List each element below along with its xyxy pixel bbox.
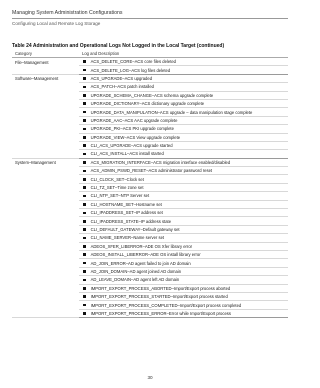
log-entry: IMPORT_EXPORT_PROCESS_COMPLETED–Import/Export process completed	[90, 302, 242, 308]
log-entry: CLI_DEFAULT_GATEWAY–Default gateway set	[90, 227, 180, 232]
column-header-log: Log and Description	[79, 50, 288, 58]
bullet-icon	[83, 312, 86, 315]
log-cell	[79, 301, 288, 309]
section-title: Configuring Local and Remote Log Storage	[12, 21, 101, 26]
bullet-icon	[83, 270, 86, 273]
log-cell	[79, 309, 288, 317]
log-cell	[79, 200, 288, 208]
bullet-icon	[83, 186, 86, 189]
bullet-icon	[83, 295, 86, 298]
bullet-icon	[83, 178, 86, 181]
table-header-row	[12, 50, 288, 58]
table-body	[12, 58, 288, 318]
log-entry: AD_JOIN_ERROR–AD agent failed to join AD domain	[90, 260, 191, 266]
bullet-icon	[83, 69, 86, 72]
bullet-icon	[83, 77, 86, 80]
bullet-icon	[83, 119, 86, 122]
bullet-icon	[83, 136, 86, 139]
log-cell	[79, 125, 288, 133]
log-cell	[79, 91, 288, 99]
log-cell	[79, 150, 288, 158]
log-entry: CLI_ACS_UPGRADE–ACS upgrade started	[90, 143, 173, 149]
log-entry: UPGRADE_DATA_MANIPULATION–ACS upgrade – data manipulation stage complete	[90, 109, 253, 115]
bullet-icon	[83, 153, 86, 156]
log-entry: CLI_ACS_INSTALL–ACS install started	[90, 151, 164, 157]
log-entry: UPGRADE_VIEW–ACS View upgrade complete	[90, 134, 181, 140]
bullet-icon	[83, 279, 86, 282]
log-cell	[79, 242, 288, 250]
bullet-icon	[83, 253, 86, 256]
bullet-icon	[83, 86, 86, 89]
log-cell	[79, 234, 288, 242]
chapter-title: Managing System Administration Configurations	[12, 10, 123, 16]
table-row	[12, 74, 288, 82]
log-cell	[79, 259, 288, 267]
log-entry: IMPORT_EXPORT_PROCESS_ABORTED–Import/Export process aborted	[90, 285, 231, 291]
log-entry: UPGRADE_PKI–ACS PKI upgrade complete	[90, 126, 174, 132]
bullet-icon	[83, 237, 86, 240]
log-entry: CLI_TZ_SET–Time zone set	[90, 185, 144, 191]
log-cell	[79, 175, 288, 183]
bullet-icon	[83, 195, 86, 198]
table-row	[12, 58, 288, 66]
log-cell	[79, 192, 288, 200]
category-cell: Software–Management	[12, 74, 79, 158]
page-number: 30	[147, 375, 153, 380]
log-entry: UPGRADE_SCHEMA_CHANGE–ACS schema upgrade complete	[90, 92, 214, 98]
log-entry: IMPORT_EXPORT_PROCESS_STARTED–Import/Export process started	[90, 294, 228, 300]
log-cell	[79, 183, 288, 191]
table-row	[12, 158, 288, 166]
log-entry: ADEOS_INSTALL_LIBERROR–ADE OS install library error	[90, 252, 201, 258]
bullet-icon	[83, 228, 86, 231]
log-entry: CLI_NAME_SERVER–Name server set	[90, 235, 165, 241]
running-header	[12, 10, 288, 27]
log-entry: CLI_IPADDRESS_STATE–IP address state	[90, 218, 172, 224]
log-entry: ACS_DELETE_LOG–ACS log files deleted	[90, 67, 171, 73]
bullet-icon	[83, 94, 86, 97]
log-entry: ACS_MIGRATION_INTERFACE–ACS migration interface enabled/disabled	[90, 159, 231, 165]
log-entry: ADEOS_XFER_LIBERROR–ADE OS Xfer library error	[90, 243, 193, 249]
log-entry: ACS_DELETE_CORE–ACS core files deleted	[90, 59, 177, 65]
log-cell	[79, 284, 288, 292]
bullet-icon	[83, 245, 86, 248]
bullet-icon	[83, 102, 86, 105]
log-cell	[79, 108, 288, 116]
bullet-icon	[83, 111, 86, 114]
log-cell	[79, 58, 288, 66]
bullet-icon	[83, 203, 86, 206]
log-cell	[79, 116, 288, 124]
log-entry: IMPORT_EXPORT_PROCESS_ERROR–Error while Import/Export process	[90, 310, 231, 316]
log-cell	[79, 250, 288, 258]
header-divider	[12, 18, 288, 19]
bullet-icon	[83, 262, 86, 265]
bullet-icon	[83, 170, 86, 173]
log-cell	[79, 133, 288, 141]
log-entry: CLI_IPADDRESS_SET–IP address set	[90, 210, 163, 216]
log-entry: CLI_HOSTNAME_SET–Hostname set	[90, 201, 162, 207]
log-cell	[79, 167, 288, 175]
bullet-icon	[83, 128, 86, 131]
log-cell	[79, 217, 288, 225]
log-entry: ACS_UPGRADE–ACS upgraded	[90, 75, 153, 81]
log-cell	[79, 66, 288, 74]
log-entry: ACS_ADMIN_PSWD_RESET–ACS administrator password reset	[90, 168, 213, 174]
table-caption: Table 24 Administration and Operational Logs Not Logged in the Local Target (continued)	[12, 43, 225, 49]
bullet-icon	[83, 220, 86, 223]
bullet-icon	[83, 287, 86, 290]
logs-table	[12, 50, 288, 318]
log-entry: CLI_CLOCK_SET–Clock set	[90, 176, 144, 182]
bullet-icon	[83, 304, 86, 307]
category-cell: File–Management	[12, 58, 79, 75]
log-cell	[79, 74, 288, 82]
log-cell	[79, 141, 288, 149]
log-cell	[79, 99, 288, 107]
log-entry: ACS_PATCH–ACS patch installed	[90, 84, 154, 90]
log-cell	[79, 225, 288, 233]
column-header-category: Category	[12, 50, 79, 58]
log-cell	[79, 83, 288, 91]
log-cell	[79, 292, 288, 300]
log-cell	[79, 276, 288, 284]
bullet-icon	[83, 144, 86, 147]
bullet-icon	[83, 212, 86, 215]
log-cell	[79, 158, 288, 166]
log-entry: UPGRADE_AAC–ACS AAC upgrade complete	[90, 117, 178, 123]
log-cell	[79, 267, 288, 275]
log-cell	[79, 209, 288, 217]
log-entry: UPGRADE_DICTIONARY–ACS dictionary upgrade complete	[90, 101, 205, 107]
bullet-icon	[83, 60, 86, 63]
log-entry: AD_JOIN_DOMAIN–AD agent joined AD domain	[90, 268, 182, 274]
log-entry: CLI_NTP_SET–NTP Server set	[90, 193, 150, 199]
log-entry: AD_LEAVE_DOMAIN–AD agent left AD domain	[90, 277, 180, 283]
bullet-icon	[83, 161, 86, 164]
category-cell: System–Management	[12, 158, 79, 317]
